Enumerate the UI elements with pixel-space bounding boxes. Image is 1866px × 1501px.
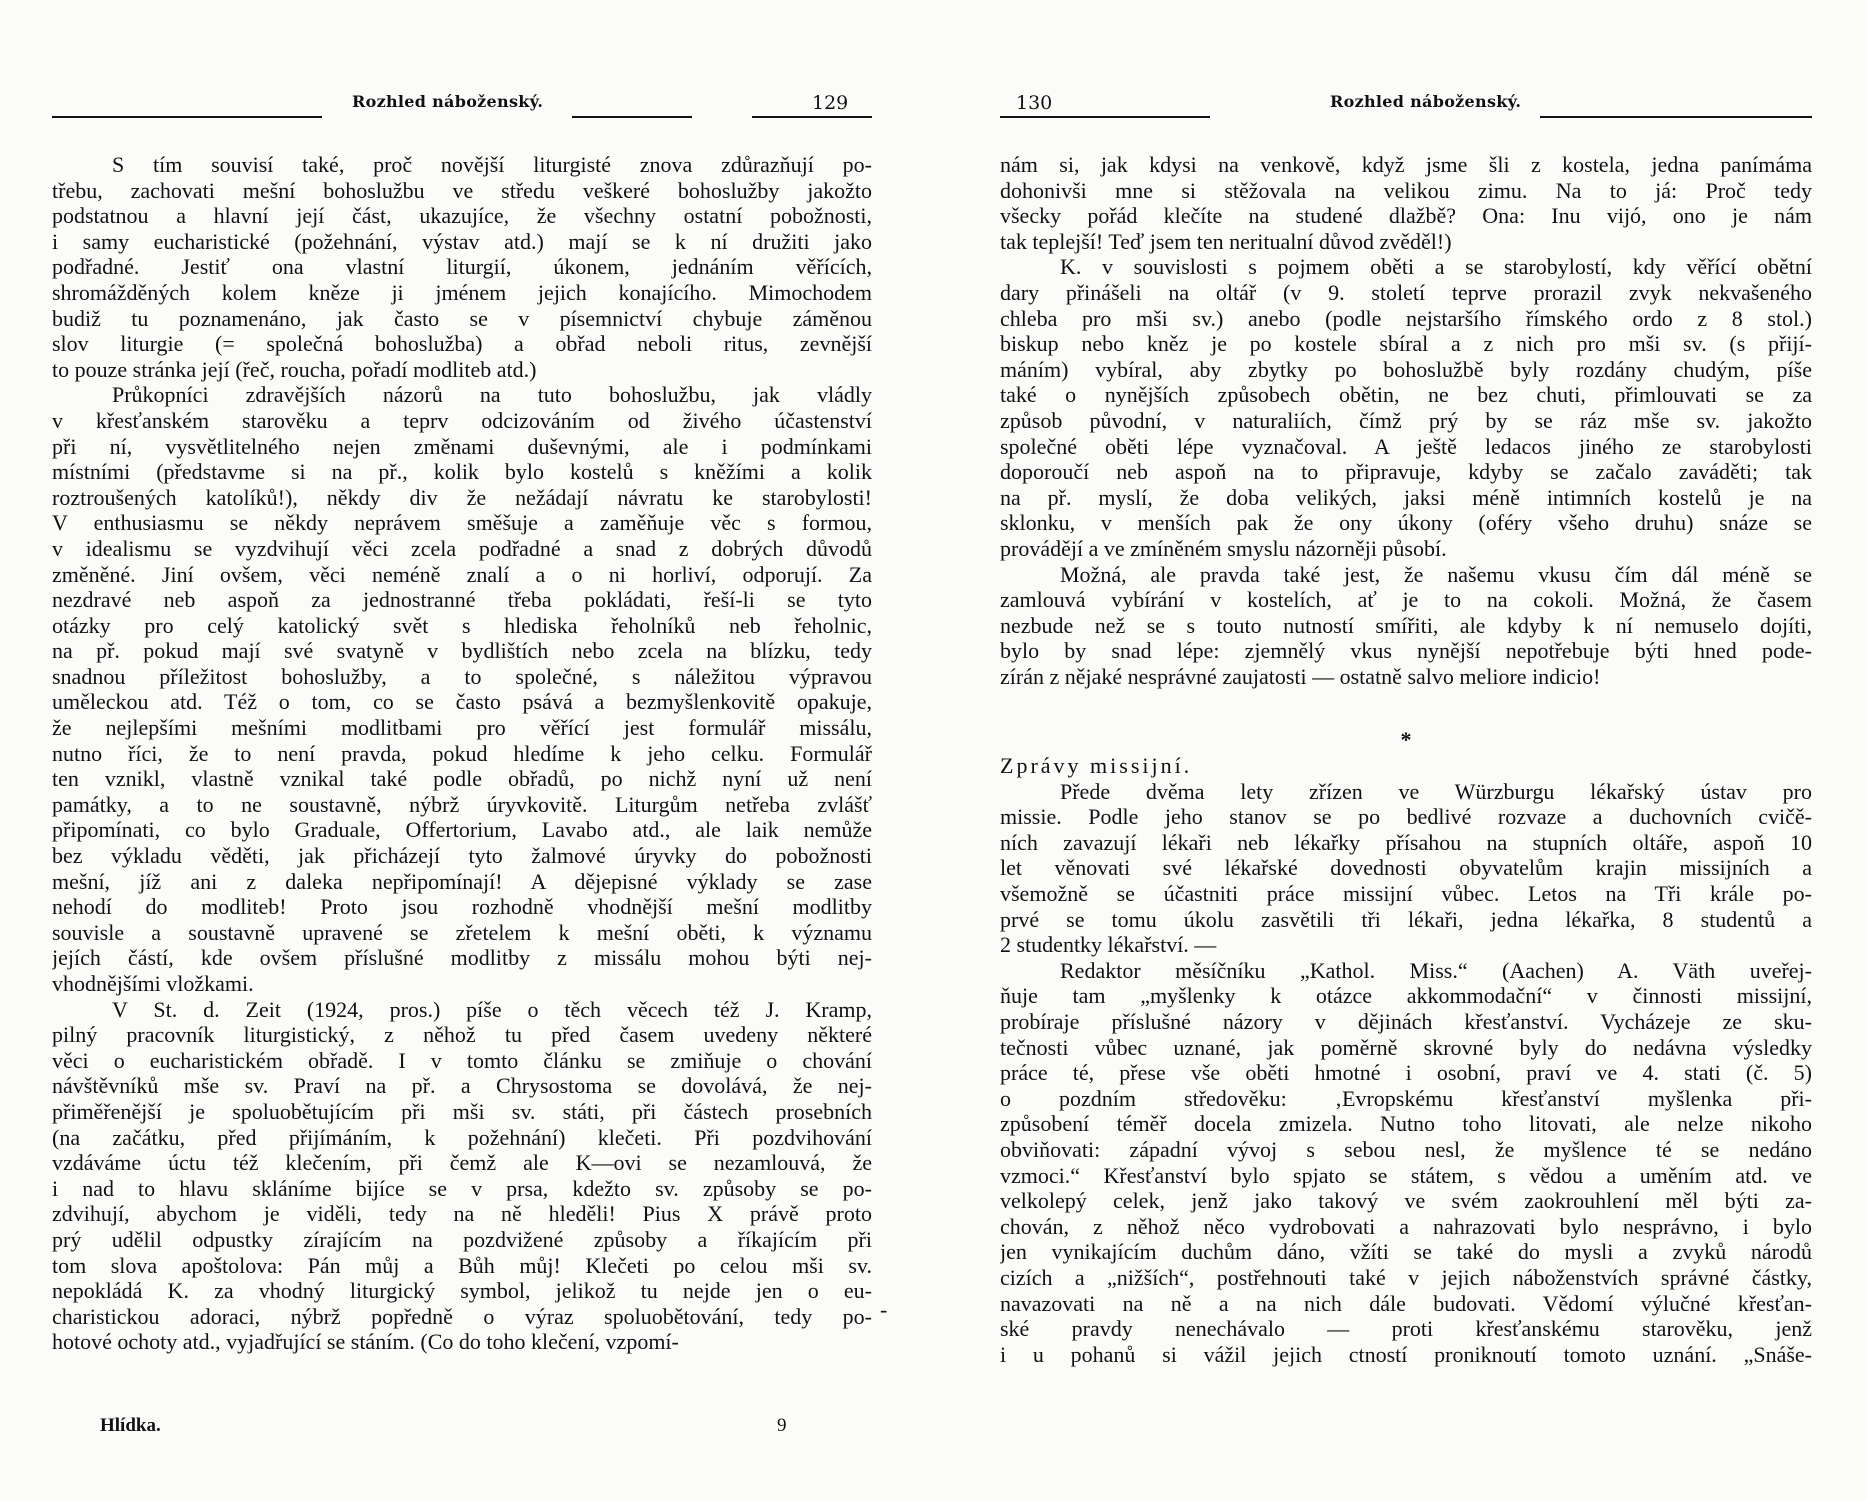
text-line: pilný pracovník liturgistický, z něhož tu před časem uvedeny některé: [52, 1022, 872, 1048]
text-line: prý udělil odpustky zírajícím na pozdvižené způsoby a říkajícím při: [52, 1226, 872, 1252]
text-line: uměleckou atd. Též o tom, co se často psává a bezmyšlenkovitě opakuje,: [52, 689, 872, 715]
text-line: V St. d. Zeit (1924, pros.) píše o těch věcech též J. Kramp,: [112, 996, 872, 1022]
text-line: nehodí do modliteb! Proto jsou rozhodně vhodnější mešní modlitby: [52, 894, 872, 920]
right-header-title: Rozhled náboženský.: [1330, 92, 1522, 111]
header-rule-mid: [572, 116, 692, 118]
text-line: otázky pro celý katolický svět s hlediska řeholníků neb řeholnic,: [52, 612, 872, 638]
text-line: jejích částí, kde ovšem příslušné modlitby z missálu mohou býti nej-: [52, 945, 872, 971]
text-line: roztroušených katolíků!), někdy div že nežádají návratu ke starobylosti!: [52, 484, 872, 510]
text-line: podřadné. Jestiť ona vlastní liturgií, úkonem, jednáním věřících,: [52, 254, 872, 280]
text-line: všecky pořád klečíte na studené dlažbě? Ona: Inu vijó, ono je nám: [1000, 203, 1812, 229]
text-line: slov liturgie (= společná bohoslužba) a obřad neboli ritus, zevnější: [52, 331, 872, 357]
left-page: [52, 0, 872, 1501]
text-line: věci o eucharistickém obřadě. I v tomto článku se zmiňuje o chování: [52, 1047, 872, 1073]
text-line: nutno říci, že to není pravda, pokud hledíme k jeho celku. Formulář: [52, 740, 872, 766]
text-line: doporoučí neb aspoň na to připravuje, kdyby se začalo zaváděti; tak: [1000, 459, 1812, 485]
right-page-body: [1000, 152, 1812, 1367]
text-line: nezdravé neb aspoň za jednostranné třeba pokládati, řeší-li se tyto: [52, 587, 872, 613]
text-line: také o nynějších způsobech obětin, ne bez chuti, přimlouvati se za: [1000, 382, 1812, 408]
text-line: ten vznikl, vlastně vznikal také podle obřadů, po nichž nyní už není: [52, 766, 872, 792]
text-line: jen vynikajícím duchům dáno, vžíti se také do mysli a zvyků národů: [1000, 1239, 1812, 1265]
text-line: máním) vybíral, aby zbytky po bohoslužbě byly rozdány chudým, píše: [1000, 356, 1812, 382]
footer-signature: Hlídka.: [100, 1415, 161, 1436]
text-line: ních zavazují lékaři neb lékařky přísahou na stupních oltáře, aspoň 10: [1000, 829, 1812, 855]
text-line: bez výkladu věděti, jak přicházejí tyto žalmové úryvky do pobožnosti: [52, 843, 872, 869]
text-line: zamlouvá vybírání v kostelích, ať je to na cokoli. Možná, že časem: [1000, 587, 1812, 613]
text-line: let věnovati své lékařské dovednosti obyvatelům krajin missijních a: [1000, 855, 1812, 881]
text-line: třebu, zachovati mešní bohoslužbu ve středu veškeré bohoslužby jakožto: [52, 177, 872, 203]
margin-mark: -: [880, 1297, 888, 1322]
text-line: na př. pokud mají své svatyně v bydlištích nebo zcela na blízku, tedy: [52, 638, 872, 664]
text-line: i u pohanů si vážil jejich ctností proniknoutí tomoto uznání. „Snáše-: [1000, 1341, 1812, 1367]
text-line: návštěvníků mše sv. Praví na př. a Chrysostoma se dovolává, že nej-: [52, 1073, 872, 1099]
text-line: provádějí a ve zmíněném smyslu názorněji působí.: [1000, 535, 1447, 561]
right-page: [1000, 0, 1812, 1501]
section-title: Zprávy missijní.: [1000, 753, 1193, 779]
text-line: Možná, ale pravda také jest, že našemu vkusu čím dál méně se: [1060, 561, 1812, 587]
text-line: společné oběti lépe vyznačoval. A ještě ledacos jiného ze starobylosti: [1000, 433, 1812, 459]
text-line: Redaktor měsíčníku „Kathol. Miss.“ (Aachen) A. Väth uveřej-: [1060, 957, 1812, 983]
text-line: V enthusiasmu se někdy neprávem směšuje a zaměňuje věc s formou,: [52, 510, 872, 536]
text-line: tečnosti vůbec uznané, jak poměrně skrovné byly do nedávna výsledky: [1000, 1034, 1812, 1060]
text-line: způsobení téměř docela zmizela. Nutno toho litovati, ale nelze nikoho: [1000, 1111, 1812, 1137]
text-line: i samy eucharistické (požehnání, výstav atd.) mají se k ní družiti jako: [52, 228, 872, 254]
text-line: prvé se tomu úkolu zasvětili tři lékaři, jedna lékařka, 8 studentů a: [1000, 906, 1812, 932]
text-line: dohonivši mne si stěžovala na velikou zimu. Na to já: Proč tedy: [1000, 177, 1812, 203]
text-line: hotové ochoty atd., vyjadřující se stáním. (Co do toho klečení, vzpomí-: [52, 1329, 679, 1355]
text-line: ňuje tam „myšlenky k otázce akkommodační“ v činnosti missijní,: [1000, 983, 1812, 1009]
text-line: podstatnou a hlavní její část, ukazujíce, že všechny ostatní pobožnosti,: [52, 203, 872, 229]
text-line: nám si, jak kdysi na venkově, když jsme šli z kostela, jedna panímáma: [1000, 152, 1812, 177]
text-line: dary přinášeli na oltář (v 9. století teprve prorazil zvyk nekvašeného: [1000, 279, 1812, 305]
text-line: práce té, přese vše oběti hmotné i osobní, praví ve 4. stati (č. 5): [1000, 1060, 1812, 1086]
text-line: 2 studentky lékařství. —: [1000, 932, 1217, 958]
text-line: nezbude než se s touto nutností smířiti, ale kdyby k ní nemuselo dojíti,: [1000, 612, 1812, 638]
text-line: o pozdním středověku: ‚Evropskému křesťanství myšlenka při-: [1000, 1085, 1812, 1111]
left-header-title: Rozhled náboženský.: [352, 92, 544, 111]
text-line: S tím souvisí také, proč novější liturgisté znova zdůrazňují po-: [112, 152, 872, 177]
text-line: probíraje příslušné názory v dějinách křesťanství. Vycházeje ze sku-: [1000, 1009, 1812, 1034]
text-line: způsob původní, v naturaliích, čímž prý by se ráz mše sv. jakožto: [1000, 407, 1812, 433]
text-line: vhodnějšími vložkami.: [52, 971, 254, 996]
text-line: shromážděných kolem kněze ji jménem jejich konajícího. Mimochodem: [52, 279, 872, 305]
text-line: tak teplejší! Teď jsem ten neritualní důvod zvěděl!): [1000, 228, 1452, 254]
text-line: Průkopníci zdravějších názorů na tuto bohoslužbu, jak vládly: [112, 382, 872, 408]
text-line: i nad to hlavu skláníme bijíce se v prsa, kdežto sv. způsoby se po-: [52, 1175, 872, 1201]
text-line: památky, a to ne soustavně, nýbrž úryvkovitě. Liturgům netřeba zvlášť: [52, 791, 872, 817]
text-line: obviňovati: západní vývoj s sebou nesl, že myšlence té se nedáno: [1000, 1136, 1812, 1162]
text-line: přiměřenější je spoluobětujícím při mši sv. státi, při částech prosebních: [52, 1098, 872, 1124]
text-line: sklonku, v menších pak že ony úkony (oféry všeho druhu) snáze se: [1000, 510, 1812, 536]
text-line: cizích a „nižších“, postřehnouti také v jejich náboženstvích správné částky,: [1000, 1264, 1812, 1290]
text-line: missie. Podle jeho stanov se po bedlivé rozvaze a duchovních cvičě-: [1000, 804, 1812, 830]
text-line: budiž tu poznamenáno, jak často se v písemnictví chybuje záměnou: [52, 305, 872, 331]
text-line: snadnou příležitost bohoslužby, a to společné, s náležitou výpravou: [52, 663, 872, 689]
text-line: všemožně se účastniti práce missijní vůbec. Letos na Tři krále po-: [1000, 881, 1812, 907]
text-line: charistickou adoraci, nýbrž popředně o výraz spoluobětování, tedy po-: [52, 1303, 872, 1329]
text-line: chleba pro mši sv.) anebo (podle nejstaršího římského ordo z 8 stol.): [1000, 305, 1812, 331]
text-line: tom slova apoštolova: Pán můj a Bůh můj! Klečeti po celou mši sv.: [52, 1252, 872, 1278]
text-line: K. v souvislosti s pojmem oběti a se starobylostí, kdy věřící obětní: [1060, 254, 1812, 280]
header-rule-left: [52, 116, 322, 118]
text-line: místními (představme si na př., kolik bylo kostelů s kněžími a kolik: [52, 459, 872, 485]
right-page-header: [1000, 92, 1812, 118]
text-line: vzdáváme úctu též klečením, při čemž ale K—ovi se nezamlouvá, že: [52, 1150, 872, 1176]
text-line: Přede dvěma lety zřízen ve Würzburgu lékařský ústav pro: [1060, 778, 1812, 804]
right-page-number: 130: [1016, 92, 1053, 114]
text-line: nepokládá K. za vhodný liturgický symbol, jelikož tu nejde jen o eu-: [52, 1278, 872, 1304]
blank-line: [1000, 689, 1812, 727]
left-page-number: 129: [812, 92, 849, 114]
section-separator: *: [1400, 727, 1412, 753]
text-line: mešní, jíž ani z daleka nepřipomínají! A dějepisné výklady se zase: [52, 868, 872, 894]
text-line: v křesťanském starověku a teprv odcizováním od živého účastenství: [52, 407, 872, 433]
text-line: vzmoci.“ Křesťanství bylo spjato se státem, s vědou a uměním atd. ve: [1000, 1162, 1812, 1188]
text-line: navazovati na ně a na nich dále budovati. Vědomí výlučné křesťan-: [1000, 1290, 1812, 1316]
header-rule-right: [752, 116, 872, 118]
text-line: to pouze stránka její (řeč, roucha, pořadí modliteb atd.): [52, 356, 537, 382]
text-line: biskup nebo kněz je po kostele sbíral a z nich pro mši sv. (s přijí-: [1000, 331, 1812, 357]
text-line: (na začátku, před přijímáním, k požehnání) klečeti. Při pozdvihování: [52, 1124, 872, 1150]
text-line: ské pravdy nenechávalo — proti křesťanskému starověku, jenž: [1000, 1316, 1812, 1342]
text-line: v idealismu se vyzdvihují věci zcela podřadné a snad z dobrých důvodů: [52, 535, 872, 561]
text-line: na př. myslí, že doba velikých, jaksi méně intimních kostelů je na: [1000, 484, 1812, 510]
footer-sheet-number: 9: [777, 1415, 787, 1436]
text-line: chován, z něhož něco vydrobovati a nahrazovati bylo nesprávno, i bylo: [1000, 1213, 1812, 1239]
text-line: zírán z nějaké nesprávné zaujatosti — ostatně salvo meliore indicio!: [1000, 663, 1601, 689]
text-line: změněné. Jiní ovšem, věci neméně znalí a o ni horliví, odporují. Za: [52, 561, 872, 587]
left-page-body: [52, 152, 872, 1355]
header-rule-right: [1540, 116, 1812, 118]
text-line: bylo by snad lépe: zjemnělý vkus nynější nepotřebuje býti hned pode-: [1000, 638, 1812, 664]
text-line: že nejlepšími mešními modlitbami pro věřící jest formulář missálu,: [52, 715, 872, 741]
left-page-header: [52, 92, 872, 118]
text-line: zdvihují, abychom je viděli, tedy na ně hleděli! Pius X právě proto: [52, 1201, 872, 1227]
text-line: při ní, vysvětlitelného nejen změnami duševnými, ale i podmínkami: [52, 433, 872, 459]
text-line: souvisle a soustavně upravené se zřetelem k mešní oběti, k významu: [52, 919, 872, 945]
text-line: připomínati, co bylo Graduale, Offertorium, Lavabo atd., ale laik nemůže: [52, 817, 872, 843]
text-line: velkolepý celek, jenž jako takový ve svém zaokrouhlení měl býti za-: [1000, 1188, 1812, 1214]
